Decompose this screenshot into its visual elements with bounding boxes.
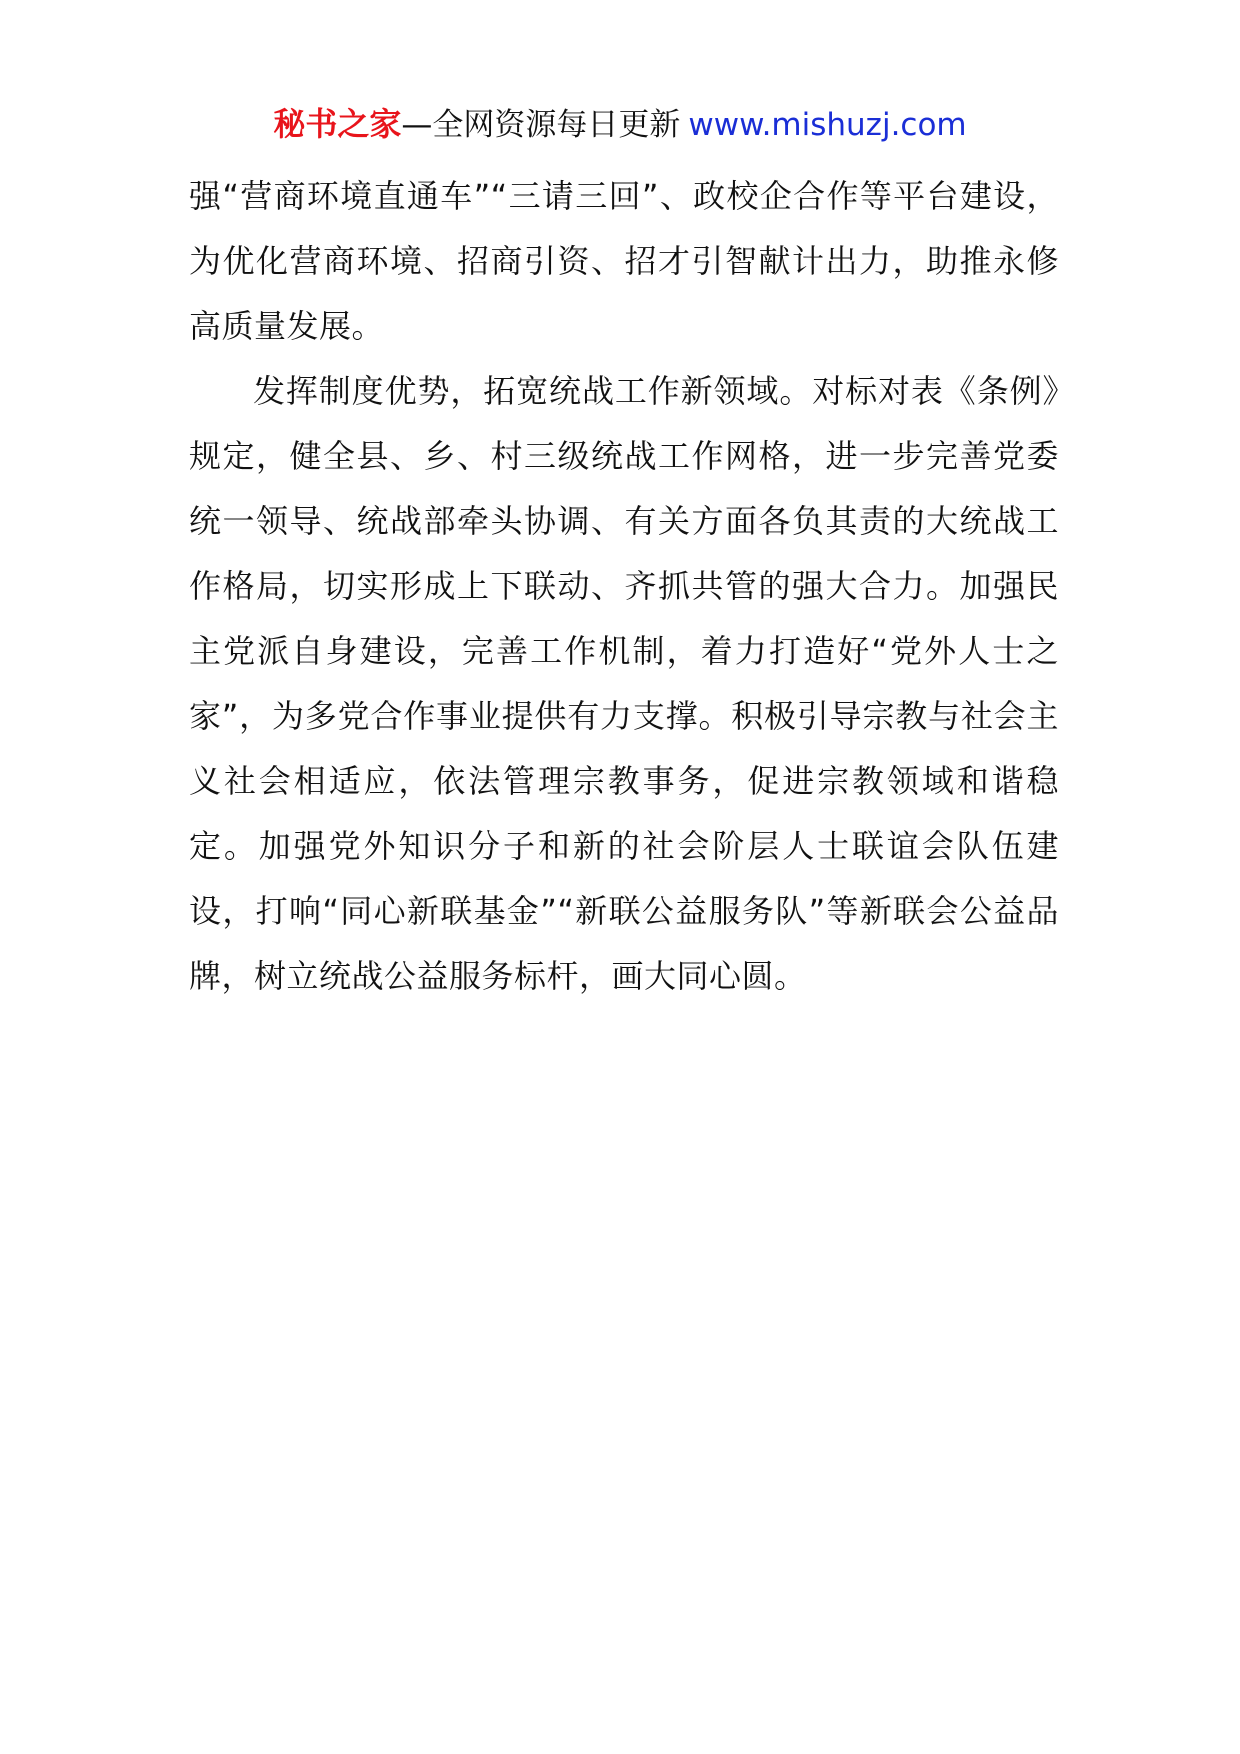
document-body	[189, 164, 1059, 1009]
paragraph-system-advantage: 发挥制度优势，拓宽统战工作新领域。对标对表《条例》规定，健全县、乡、村三级统战工作网格，进一步完善党委统一领导、统战部牵头协调、有关方面各负其责的大统战工作格局，切实形成上下联动、齐抓共管的强大合力。加强民主党派自身建设，完善工作机制，着力打造好“党外人士之家”，为多党合作事业提供有力支撑。积极引导宗教与社会主义社会相适应，依法管理宗教事务，促进宗教领域和谐稳定。加强党外知识分子和新的社会阶层人士联谊会队伍建设，打响“同心新联基金”“新联公益服务队”等新联会公益品牌，树立统战公益服务标杆，画大同心圆。	[189, 372, 1059, 995]
page-header	[0, 104, 1240, 145]
paragraph-continued: 强“营商环境直通车”“三请三回”、政校企合作等平台建设，为优化营商环境、招商引资、招才引智献计出力，助推永修高质量发展。	[189, 177, 1059, 345]
site-url-link[interactable]: www.mishuzj.com	[688, 107, 967, 143]
header-tagline: —全网资源每日更新	[401, 107, 681, 143]
brand-name: 秘书之家	[273, 105, 402, 143]
